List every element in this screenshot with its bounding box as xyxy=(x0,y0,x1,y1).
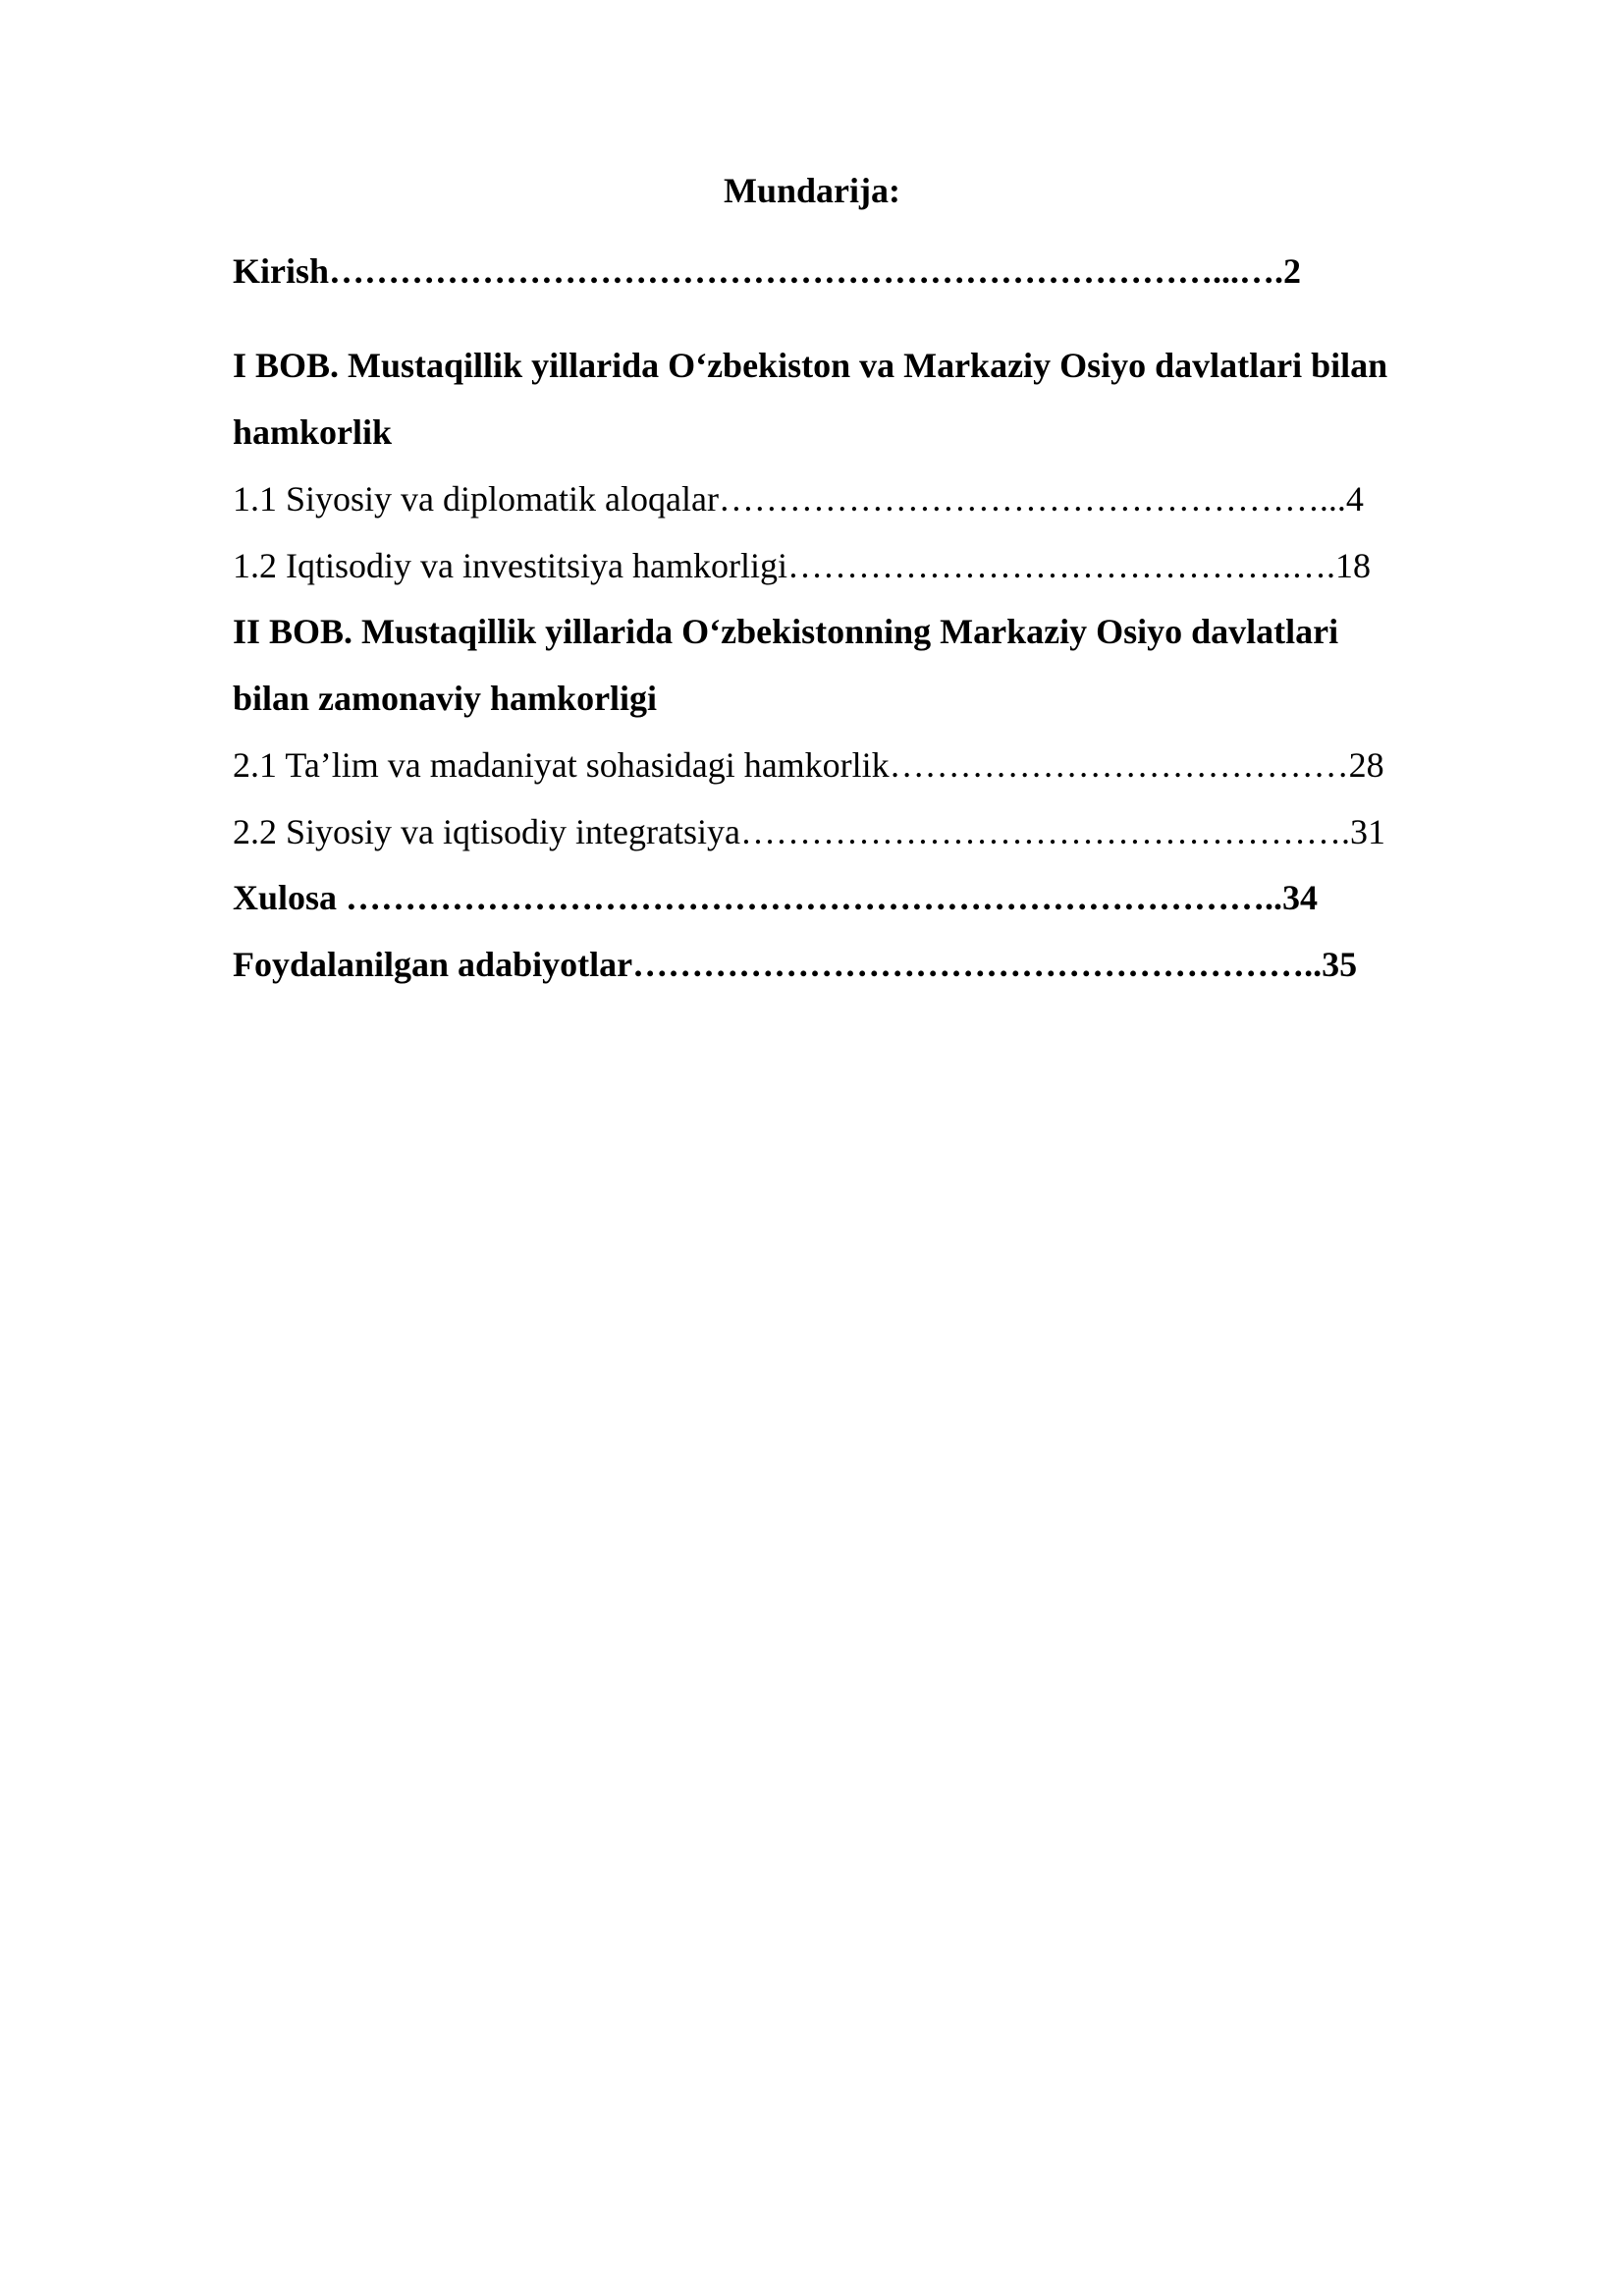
toc-section-1-2: 1.2 Iqtisodiy va investitsiya hamkorligi…………………………………….….18 xyxy=(233,546,1371,585)
toc-section-2-1: 2.1 Ta’lim va madaniyat sohasidagi hamkorlik…………………………………28 xyxy=(233,745,1384,785)
page-title: Mundarija: xyxy=(724,171,900,210)
toc-chapter-1-heading: I BOB. Mustaqillik yillarida O‘zbekiston va Markaziy Osiyo davlatlari bilan xyxy=(233,346,1388,385)
toc-chapter-1-heading-cont: hamkorlik xyxy=(233,412,393,452)
toc-chapter-2-heading-cont: bilan zamonaviy hamkorligi xyxy=(233,679,658,718)
toc-section-2-2: 2.2 Siyosiy va iqtisodiy integratsiya…………………………………………….31 xyxy=(233,812,1385,851)
toc-section-1-1: 1.1 Siyosiy va diplomatik aloqalar……………………………………………...4 xyxy=(233,479,1364,519)
toc-entry-references: Foydalanilgan adabiyotlar…………………………………………………..35 xyxy=(233,945,1358,984)
toc-chapter-2-heading: II BOB. Mustaqillik yillarida O‘zbekistonning Markaziy Osiyo davlatlari xyxy=(233,612,1339,651)
toc-entry-introduction: Kirish…………………………………………………………………...….2 xyxy=(233,251,1302,291)
toc-entry-conclusion: Xulosa ……………………………………………………………………..34 xyxy=(233,878,1319,917)
